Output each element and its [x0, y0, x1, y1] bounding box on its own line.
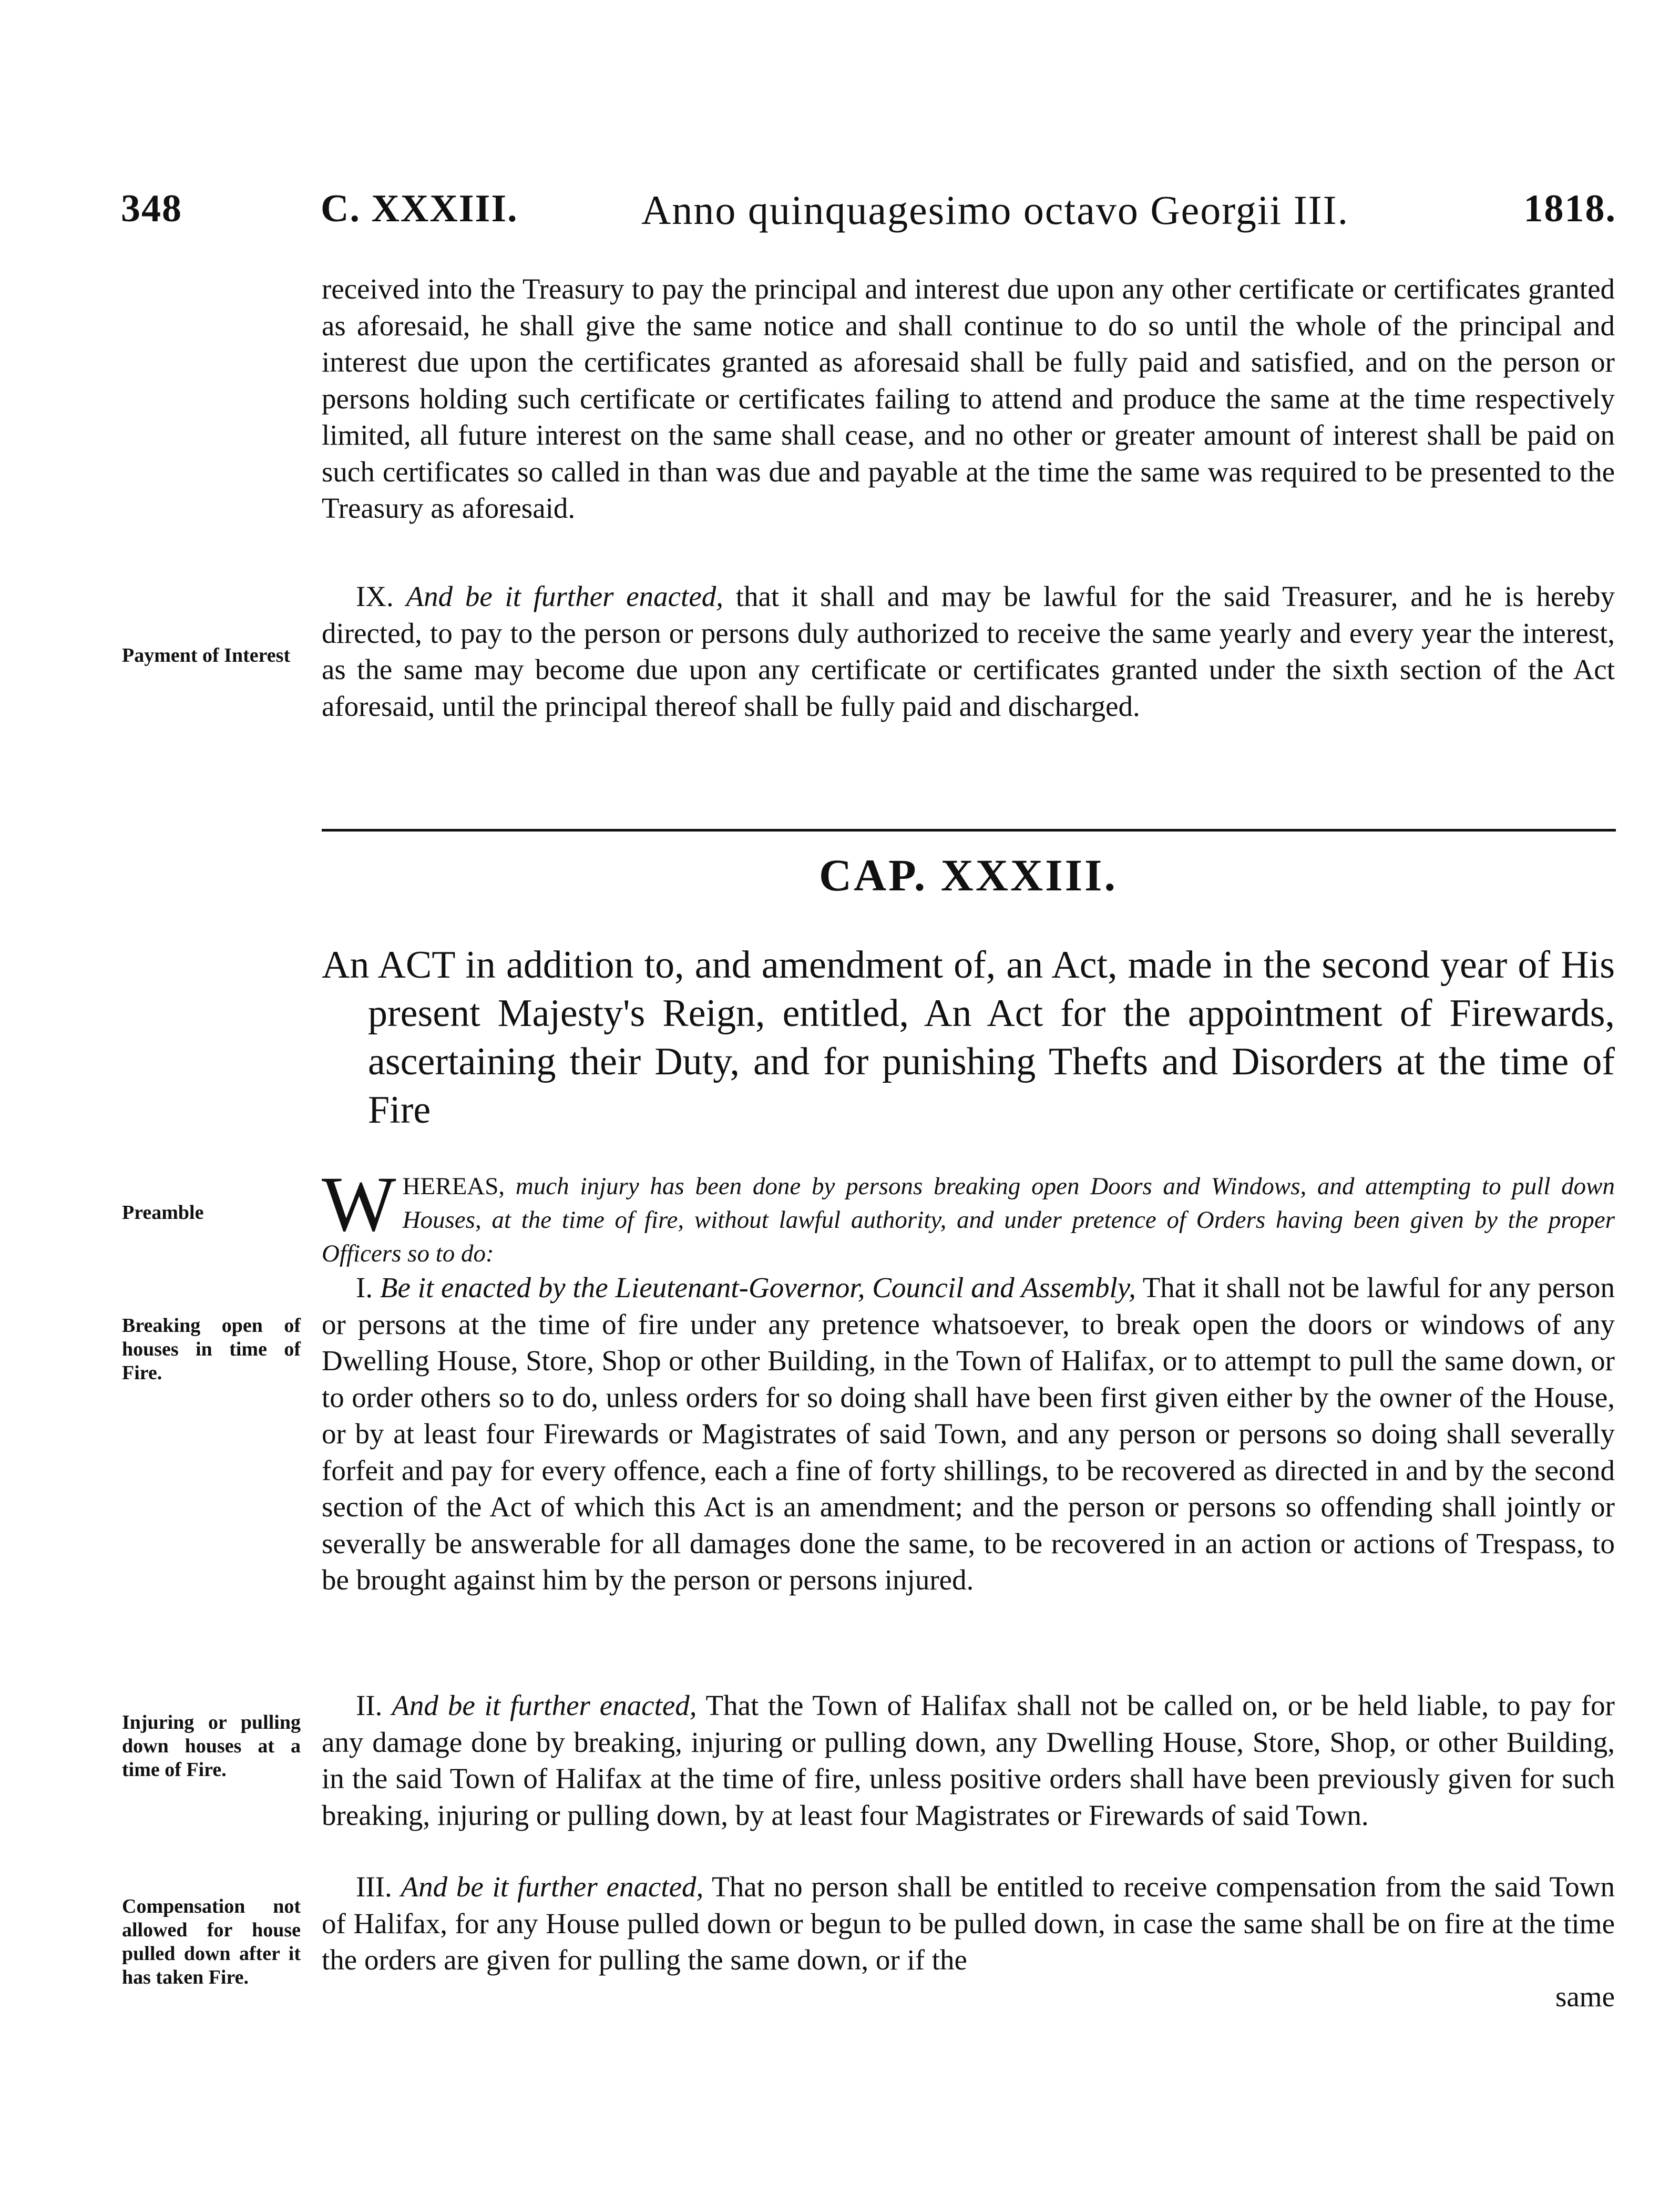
act-title: An ACT in addition to, and amendment of, an Act, made in the second year of His present Majesty's Reign, entitled, An Act for the appointment of Firewards, ascertaining their Duty, and for punishing Thefts and Disorders at the time of Fire — [322, 943, 1615, 1132]
section-iii-paragraph — [322, 1869, 1615, 1978]
page-number: 348 — [121, 187, 182, 230]
cap-title: CAP. XXXIII. — [818, 850, 1118, 900]
section-iii-number: III. — [356, 1871, 392, 1903]
section-ix — [322, 578, 1615, 724]
header-year: 1818. — [1523, 187, 1616, 230]
preamble — [322, 1161, 1615, 1270]
section-ix-text: that it shall and may be lawful for the said Treasurer, and he is hereby directed, to pay to the person or persons duly authorized to receive the same yearly and every year the interest, as the same may become due upon any certificate or certificates granted under the sixth section of the Act aforesaid, until the principal thereof shall be fully paid and discharged. — [322, 580, 1615, 722]
section-i — [322, 1269, 1615, 1598]
section-ix-enacting: And be it further enacted, — [406, 580, 723, 612]
section-ii-number: II. — [356, 1689, 383, 1721]
section-ix-number: IX. — [356, 580, 394, 612]
preamble-text: much injury has been done by persons breaking open Doors and Windows, and attempting to pull down Houses, at the time of fire, without lawful authority, and under pretence of Orders having been given by the proper Officers so to do: — [322, 1173, 1615, 1267]
continuation-paragraph — [322, 271, 1615, 527]
margin-note-breaking: Breaking open of houses in time of Fire. — [122, 1315, 301, 1384]
section-ii-enacting: And be it further enacted, — [392, 1689, 697, 1721]
section-iii-enacting: And be it further enacted, — [401, 1871, 704, 1903]
running-header — [121, 187, 1616, 239]
dropcap: W — [322, 1161, 396, 1248]
margin-note-preamble: Preamble — [122, 1202, 204, 1224]
catchword: same — [1555, 1980, 1615, 2013]
continuation-text: received into the Treasury to pay the principal and interest due upon any other certificate or certificates granted as aforesaid, he shall give the same notice and shall continue to do so until the whole of the principal and interest due upon the certificates granted as aforesaid shall be fully paid and satisfied, and on the person or persons holding such certificate or certificates failing to attend and produce the same at the time respectively limited, all future interest on the same shall cease, and no other or greater amount of interest shall be paid on such certificates so called in than was due and payable at the time the same was required to be presented to the Treasury as aforesaid. — [322, 273, 1615, 524]
margin-note-injuring: Injuring or pulling down houses at a time of Fire. — [122, 1711, 301, 1781]
section-i-enacting: Be it enacted by the Lieutenant-Governor, Council and Assembly, — [380, 1271, 1136, 1304]
section-ii-text: That the Town of Halifax shall not be called on, or be held liable, to pay for any damage done by breaking, injuring or pulling down, any Dwelling House, Store, Shop, or other Building, in the said Town of Halifax at the time of fire, unless positive orders shall have been previously given for such breaking, injuring or pulling down, by at least four Magistrates or Firewards of said Town. — [322, 1689, 1615, 1831]
section-iii — [322, 1869, 1615, 2015]
chapter-heading: C. XXXIII. — [321, 187, 518, 230]
preamble-lead: HEREAS, — [402, 1173, 505, 1200]
section-ii — [322, 1687, 1615, 1833]
section-i-number: I. — [356, 1271, 373, 1304]
section-iii-text: That no person shall be entitled to receive compensation from the said Town of Halifax, for any House pulled down or begun to be pulled down, in case the same shall be on fire at the time the orders are given for pulling the same down, or if the — [322, 1871, 1615, 1976]
section-ix-paragraph — [322, 578, 1615, 724]
margin-note-payment: Payment of Interest — [122, 644, 291, 666]
margin-note-compensation: Compensation not allowed for house pulled down after it has taken Fire. — [122, 1895, 301, 1988]
section-i-paragraph — [322, 1269, 1615, 1598]
running-title: Anno quinquagesimo octavo Georgii III. — [641, 187, 1349, 233]
section-divider — [322, 829, 1616, 832]
section-i-text: That it shall not be lawful for any person or persons at the time of fire under any pretence whatsoever, to break open the doors or windows of any Dwelling House, Store, Shop or other Building, in the Town of Halifax, or to attempt to pull the same down, or to order others so to do, unless orders for so doing shall have been first given either by the owner of the House, or by at least four Firewards or Magistrates of said Town, and any person or persons so doing shall severally forfeit and pay for every offence, each a fine of forty shillings, to be recovered as directed in and by the second section of the Act of which this Act is an amendment; and the person or persons so offending shall jointly or severally be answerable for all damages done the same, to be recovered in an action or actions of Trespass, to be brought against him by the person or persons injured. — [322, 1271, 1615, 1596]
section-ii-paragraph — [322, 1687, 1615, 1833]
